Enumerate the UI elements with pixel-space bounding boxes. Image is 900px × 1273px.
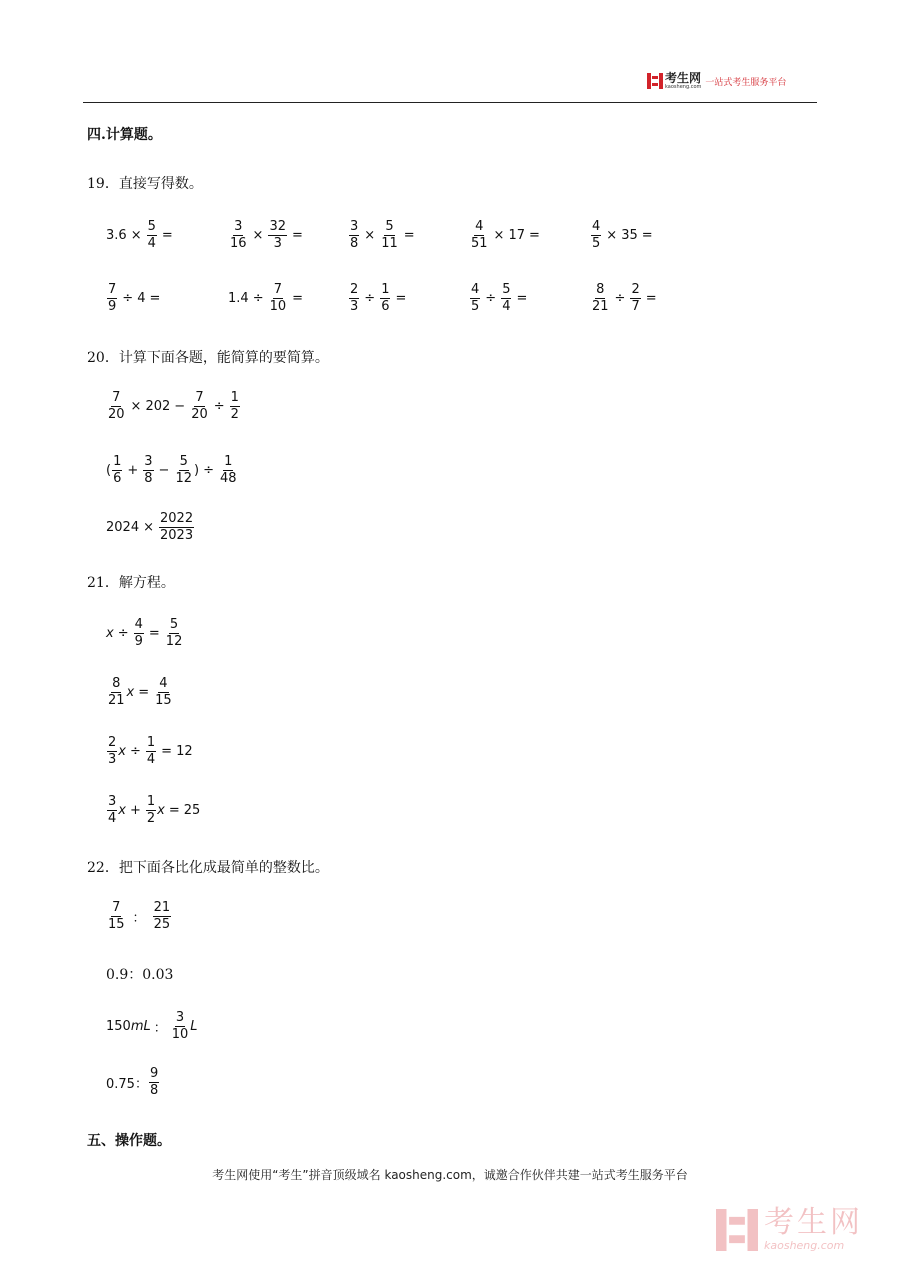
- q21-e2: $\frac{8}{21}$ x = $\frac{4}{15}$: [108, 676, 172, 708]
- footer-text: 考生网使用“考生”拼音顶级域名 kaosheng.com，诚邀合作伙伴共建一站式考生服务平台: [212, 1168, 688, 1182]
- q19-r2-e5: $\frac{8}{21}$ ÷ $\frac{2}{7}$ =: [592, 282, 657, 314]
- q21-e4: $\frac{3}{4}$ x + $\frac{1}{2}$ x = 25: [108, 794, 201, 826]
- watermark-logo-icon: [716, 1209, 758, 1251]
- q22-e4: 0.75： $\frac{9}{8}$: [106, 1066, 159, 1098]
- logo-name: 考生网: [665, 71, 702, 85]
- logo-domain: kaosheng.com: [665, 84, 702, 90]
- q19-r1-e4: $\frac{4}{51}$ × 17 =: [471, 219, 540, 251]
- q20-e1: $\frac{7}{20}$ × 202 − $\frac{7}{20}$ ÷ $\frac{1}{2}$: [108, 390, 239, 422]
- question-20-title: 20．计算下面各题，能简算的要简算。: [87, 350, 329, 366]
- q19-r1-e1: 3.6 × $\frac{5}{4}$ =: [106, 219, 173, 251]
- q19-r1-e5: $\frac{4}{5}$ × 35 =: [592, 219, 653, 251]
- watermark-domain: kaosheng.com: [764, 1239, 845, 1252]
- q21-e1: x ÷ $\frac{4}{9}$ = $\frac{5}{12}$: [106, 617, 183, 649]
- q19-r1-e3: $\frac{3}{8}$ × $\frac{5}{11}$ =: [350, 219, 415, 251]
- header-logo: [647, 72, 786, 90]
- q22-e2: 0.9：0.03: [106, 967, 174, 983]
- watermark: [716, 1205, 863, 1252]
- q19-r2-e3: $\frac{2}{3}$ ÷ $\frac{1}{6}$ =: [350, 282, 407, 314]
- q22-e1: $\frac{7}{15}$ ： $\frac{21}{25}$: [108, 900, 171, 932]
- question-19-title: 19．直接写得数。: [87, 176, 203, 192]
- q19-r1-e2: $\frac{3}{16}$ × $\frac{32}{3}$ =: [230, 219, 303, 251]
- question-21-title: 21．解方程。: [87, 575, 175, 591]
- watermark-name: 考生网: [764, 1205, 863, 1240]
- question-22-title: 22．把下面各比化成最简单的整数比。: [87, 860, 329, 876]
- header-divider: [83, 102, 817, 103]
- q21-e3: $\frac{2}{3}$ x ÷ $\frac{1}{4}$ = 12: [108, 735, 193, 767]
- q22-e3: 150 mL ： $\frac{3}{10}$ L: [106, 1010, 198, 1042]
- q19-r2-e1: $\frac{7}{9}$ ÷ 4 =: [108, 282, 161, 314]
- section-title-4: 四.计算题。: [87, 127, 162, 143]
- header-slogan: 一站式考生服务平台: [705, 77, 787, 88]
- q20-e2: ( $\frac{1}{6}$ + $\frac{3}{8}$ − $\frac{5}{12}$ ) ÷ $\frac{1}{48}$: [106, 454, 237, 486]
- q20-e3: 2024 × $\frac{2022}{2023}$: [106, 511, 194, 543]
- kaosheng-logo-icon: [647, 73, 663, 89]
- q19-r2-e2: 1.4 ÷ $\frac{7}{10}$ =: [228, 282, 304, 314]
- section-title-5: 五、操作题。: [87, 1133, 171, 1149]
- q19-r2-e4: $\frac{4}{5}$ ÷ $\frac{5}{4}$ =: [471, 282, 528, 314]
